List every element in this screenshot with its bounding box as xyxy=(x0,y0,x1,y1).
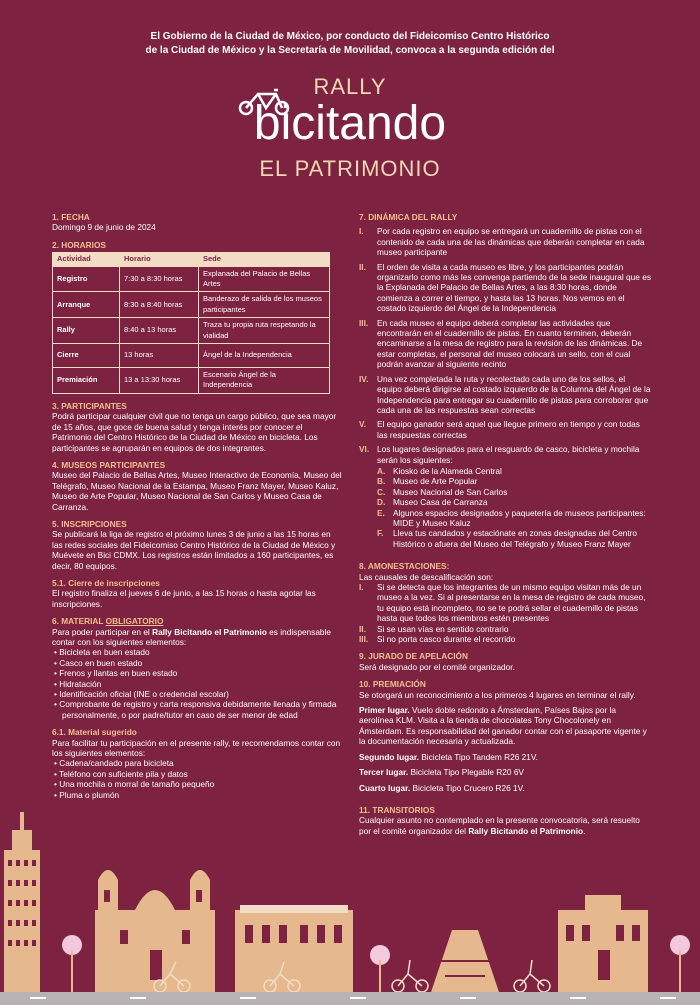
section-museos xyxy=(52,460,342,512)
list-item xyxy=(359,582,651,624)
cyclist-icon xyxy=(514,960,550,992)
cityscape-illustration xyxy=(0,810,700,1005)
list-item: • Teléfono con suficiente pila y datos xyxy=(62,769,342,779)
logo-main: bicitando xyxy=(253,97,447,150)
premio-label: Cuarto lugar. xyxy=(359,782,411,793)
premio-label: Tercer lugar. xyxy=(359,767,409,778)
sugerido-list xyxy=(52,758,342,800)
participantes-title: 3. PARTICIPANTES xyxy=(52,400,127,411)
item-number: II. xyxy=(359,261,366,272)
row-sede: Banderazo de salida de los museos participantes xyxy=(199,292,330,318)
amonestaciones-intro: Las causales de descalificación son: xyxy=(359,571,494,582)
row-horario: 13 horas xyxy=(120,344,199,368)
cierre-title: 5.1. Cierre de inscripciones xyxy=(52,577,160,588)
table-row xyxy=(53,368,330,394)
material-intro-a: Para poder participar en el xyxy=(52,626,153,637)
horarios-table xyxy=(52,252,330,394)
sugerido-title: 6.1. Material sugerido xyxy=(52,727,137,738)
museos-title: 4. MUSEOS PARTICIPANTES xyxy=(52,459,166,470)
dinamica-list xyxy=(359,226,651,465)
list-item: • Frenos y llantas en buen estado xyxy=(62,668,342,678)
premiacion-title: 10. PREMIACIÓN xyxy=(359,679,426,690)
section-dinamica xyxy=(359,212,651,549)
cyclist-icon xyxy=(392,960,428,992)
row-horario: 8:30 a 8:40 horas xyxy=(120,292,199,318)
material-intro xyxy=(52,627,342,648)
table-row xyxy=(53,318,330,344)
jurado-title: 9. JURADO DE APELACIÓN xyxy=(359,651,468,662)
section-premiacion xyxy=(359,679,651,793)
th-actividad: Actividad xyxy=(53,253,120,266)
tree-icon xyxy=(670,935,690,992)
section-cierre xyxy=(52,578,342,609)
list-item xyxy=(359,226,651,257)
premio-primer xyxy=(359,705,651,747)
intro-text xyxy=(0,30,700,58)
section-participantes xyxy=(52,401,342,453)
item-text: Museo Casa de Carranza xyxy=(393,497,488,508)
item-text: Kiosko de la Alameda Central xyxy=(393,465,502,476)
item-number: V. xyxy=(359,419,367,430)
intro-line-1: El Gobierno de la Ciudad de México, por conducto del Fideicomiso Centro Histórico xyxy=(150,31,550,42)
list-item: • Pluma o plumón xyxy=(62,790,342,800)
list-item xyxy=(377,487,651,497)
item-number: III. xyxy=(359,317,369,328)
post-office-icon xyxy=(558,895,648,995)
row-actividad: Rally xyxy=(53,318,120,344)
item-text: Museo Nacional de San Carlos xyxy=(393,486,508,497)
row-horario: 8:40 a 13 horas xyxy=(120,318,199,344)
section-horarios xyxy=(52,240,342,394)
section-sugerido xyxy=(52,727,342,800)
item-number: II. xyxy=(359,623,366,634)
item-letter: B. xyxy=(377,476,386,487)
fecha-text: Domingo 9 de junio de 2024 xyxy=(52,222,156,233)
jurado-text: Será designado por el comité organizador. xyxy=(359,661,515,672)
th-sede: Sede xyxy=(199,253,330,266)
row-horario: 7:30 a 8:30 horas xyxy=(120,266,199,292)
list-item: • Una mochila o morral de tamaño pequeño xyxy=(62,779,342,789)
material-title-b: OBLIGATORIO xyxy=(105,616,164,627)
transitorios-text-b: Rally Bicitando el Patrimonio xyxy=(468,825,584,836)
logo-subtitle: EL PATRIMONIO xyxy=(259,156,441,181)
item-text: Si se detecta que los integrantes de un mismo equipo visitan más de un museo a la vez. Si al presentarse en la mesa de registro de cada museo, tu equipo está incompleto, no se te podrá sellar el cuadernillo de pistas hasta que todos los miembros estén presentes xyxy=(377,582,646,624)
list-item xyxy=(359,624,651,634)
item-number: I. xyxy=(359,582,364,592)
inscripciones-title: 5. INSCRIPCIONES xyxy=(52,518,127,529)
section-inscripciones xyxy=(52,519,342,571)
list-item xyxy=(377,508,651,529)
palace-icon xyxy=(235,905,353,995)
material-title xyxy=(52,616,342,626)
amonestaciones-title: 8. AMONESTACIONES: xyxy=(359,561,450,572)
row-sede: Explanada del Palacio de Bellas Artes xyxy=(199,266,330,292)
item-number: IV. xyxy=(359,373,369,384)
section-fecha xyxy=(52,212,342,233)
section-jurado xyxy=(359,651,651,672)
pyramid-icon xyxy=(430,930,500,995)
premio-cuarto xyxy=(359,783,651,793)
list-item: • Bicicleta en buen estado xyxy=(62,647,342,657)
right-column xyxy=(359,212,651,843)
row-actividad: Cierre xyxy=(53,344,120,368)
material-title-a: 6. MATERIAL xyxy=(52,616,106,627)
transitorios-title: 11. TRANSITORIOS xyxy=(359,804,435,815)
premio-label: Primer lugar. xyxy=(359,705,410,716)
list-item xyxy=(359,419,651,440)
item-text: Si se usan vías en sentido contrario xyxy=(377,623,509,634)
item-letter: F. xyxy=(377,528,384,539)
row-sede: Escenario Ángel de la Independencia xyxy=(199,368,330,394)
list-item: • Identificación oficial (INE o credencial escolar) xyxy=(62,689,342,699)
cathedral-icon xyxy=(95,870,215,995)
material-list xyxy=(52,647,342,720)
row-sede: Ángel de la Independencia xyxy=(199,344,330,368)
section-material xyxy=(52,616,342,720)
list-item xyxy=(359,444,651,465)
table-row xyxy=(53,344,330,368)
tower-building-icon xyxy=(4,812,40,995)
list-item xyxy=(359,634,651,644)
inscripciones-text: Se publicará la liga de registro el próximo lunes 3 de junio a las 15 horas en las redes sociales del Fideicomiso Centro Histórico de la Ciudad de México y Muévete en Bici CDMX. Los registros están limitados a 160 participantes, es decir, 80 equipos. xyxy=(52,529,336,571)
item-letter: E. xyxy=(377,507,385,518)
premio-text: Bicicleta Tipo Plegable R20 6V xyxy=(408,767,524,778)
premio-text: Bicicleta Tipo Tandem R26 21V. xyxy=(418,751,538,762)
item-text: El orden de visita a cada museo es libre, y los participantes podrán organizarlo como más les convenga partiendo de la sede inaugural que es la Explanada del Palacio de Bellas Artes, a las 8:30 horas, donde comienza a correr el tiempo, y hasta las 13 horas. Nos vemos en el costado izquierdo del Ángel de la Independencia xyxy=(377,261,651,314)
section-amonestaciones xyxy=(359,561,651,644)
list-item xyxy=(377,476,651,486)
item-text: Algunos espacios designados y paquetería de museos participantes: MIDE y Museo Kaluz xyxy=(393,507,646,528)
participantes-text: Podrá participar cualquier civil que no tenga un cargo público, que sea mayor de 15 años, que goce de buena salud y tenga interés por conocer el Patrimonio del Centro Histórico de la Ciudad de México en bicicleta. Los participantes se agruparán en equipos de dos integrantes. xyxy=(52,411,337,453)
list-item: • Hidratación xyxy=(62,679,342,689)
list-item xyxy=(377,497,651,507)
row-sede: Traza tu propia ruta respetando la vialidad xyxy=(199,318,330,344)
item-text: Lleva tus candados y estaciónate en zonas designadas del Centro Histórico o afuera del Museo del Telégrafo y Museo Franz Mayer xyxy=(393,528,638,549)
item-letter: C. xyxy=(377,486,386,497)
list-item xyxy=(377,528,651,549)
row-actividad: Registro xyxy=(53,266,120,292)
list-item xyxy=(377,466,651,476)
premiacion-intro: Se otorgará un reconocimiento a los primeros 4 lugares en terminar el rally. xyxy=(359,689,636,700)
th-horario: Horario xyxy=(120,253,199,266)
row-actividad: Arranque xyxy=(53,292,120,318)
museos-text: Museo del Palacio de Bellas Artes, Museo Interactivo de Economía, Museo del Telégrafo, Museo Nacional de la Estampa, Museo Franz Mayer, Museo Kaluz, Museo de Arte Popular, Museo Nacional de San Carlos y Museo Casa de Carranza. xyxy=(52,470,342,512)
horarios-title: 2. HORARIOS xyxy=(52,239,106,250)
item-number: VI. xyxy=(359,444,370,455)
dinamica-title: 7. DINÁMICA DEL RALLY xyxy=(359,212,458,222)
tree-icon xyxy=(62,935,82,992)
item-number: III. xyxy=(359,634,369,645)
list-item xyxy=(359,318,651,370)
table-row xyxy=(53,292,330,318)
list-item xyxy=(359,262,651,314)
tree-icon xyxy=(370,945,390,992)
material-intro-c: es indispensable contar con los siguientes elementos: xyxy=(52,626,332,647)
premio-tercer xyxy=(359,767,651,777)
list-item: • Casco en buen estado xyxy=(62,658,342,668)
amonestaciones-list xyxy=(359,582,651,644)
item-text: Una vez completada la ruta y recolectado cada uno de los sellos, el equipo deberá dirigirse al costado izquierdo de la Columna del Ángel de la Independencia para entregar su cuadernillo de pistas para corroborar que cada una de las respuestas sean correctas xyxy=(377,373,651,415)
transitorios-text-a: Cualquier asunto no contemplado en la presente convocatoria, será resuelto por el comité organizador del xyxy=(359,815,640,836)
premio-text: Vuelo doble redondo a Ámsterdam, Países Bajos por la aerolínea KLM. Visita a la tienda de chocolates Tony Chocolonely en Ámsterdam. Es responsabilidad del ganador contar con el pasaporte vigente y la documentación necesaria y actualizada. xyxy=(359,705,647,747)
item-text: Si no porta casco durante el recorrido xyxy=(377,634,516,645)
intro-line-2: de la Ciudad de México y la Secretaría de Movilidad, convoca a la segunda edición del xyxy=(145,45,555,56)
item-text: Museo de Arte Popular xyxy=(393,476,478,487)
logo-rally: RALLY xyxy=(313,74,387,99)
item-text: El equipo ganador será aquel que llegue primero en tiempo y con todas las respuestas correctas xyxy=(377,419,640,440)
row-actividad: Premiación xyxy=(53,368,120,394)
item-letter: A. xyxy=(377,465,386,476)
fecha-title: 1. FECHA xyxy=(52,212,90,222)
lugares-list xyxy=(359,466,651,549)
premio-label: Segundo lugar. xyxy=(359,751,419,762)
item-letter: D. xyxy=(377,497,386,508)
row-horario: 13 a 13:30 horas xyxy=(120,368,199,394)
left-column xyxy=(52,212,342,807)
table-row xyxy=(53,266,330,292)
item-number: I. xyxy=(359,226,364,237)
premio-text: Bicicleta Tipo Crucero R26 1V. xyxy=(410,782,525,793)
sugerido-intro: Para facilitar tu participación en el presente rally, te recomendamos contar con los siguientes elementos: xyxy=(52,737,341,759)
item-text: En cada museo el equipo deberá completar las actividades que encontrarán en el cuadernillo de pistas. En cuanto terminen, deberán encaminarse a la mesa de registro para la revisión de las dinámicas. De estar completas, el personal del museo colocará un sello, con el cual podrán avanzar al siguiente recinto xyxy=(377,317,643,370)
item-text: Los lugares designados para el resguardo de casco, bicicleta y mochila serán los siguientes: xyxy=(377,444,640,465)
item-text: Por cada registro en equipo se entregará un cuadernillo de pistas con el contenido de cada una de las dinámicas que deberán completar en cada museo participante xyxy=(377,226,645,258)
premio-segundo xyxy=(359,752,651,762)
list-item xyxy=(359,374,651,416)
list-item: • Comprobante de registro y carta responsiva debidamente llenada y firmada personalmente, o por padre/tutor en caso de ser menor de edad xyxy=(62,699,342,720)
material-intro-b: Rally Bicitando el Patrimonio xyxy=(152,626,267,637)
cierre-text: El registro finaliza el jueves 6 de junio, a las 15 horas o hasta agotar las inscripciones. xyxy=(52,588,316,609)
list-item: • Cadena/candado para bicicleta xyxy=(62,758,342,768)
transitorios-text-c: . xyxy=(583,825,586,836)
